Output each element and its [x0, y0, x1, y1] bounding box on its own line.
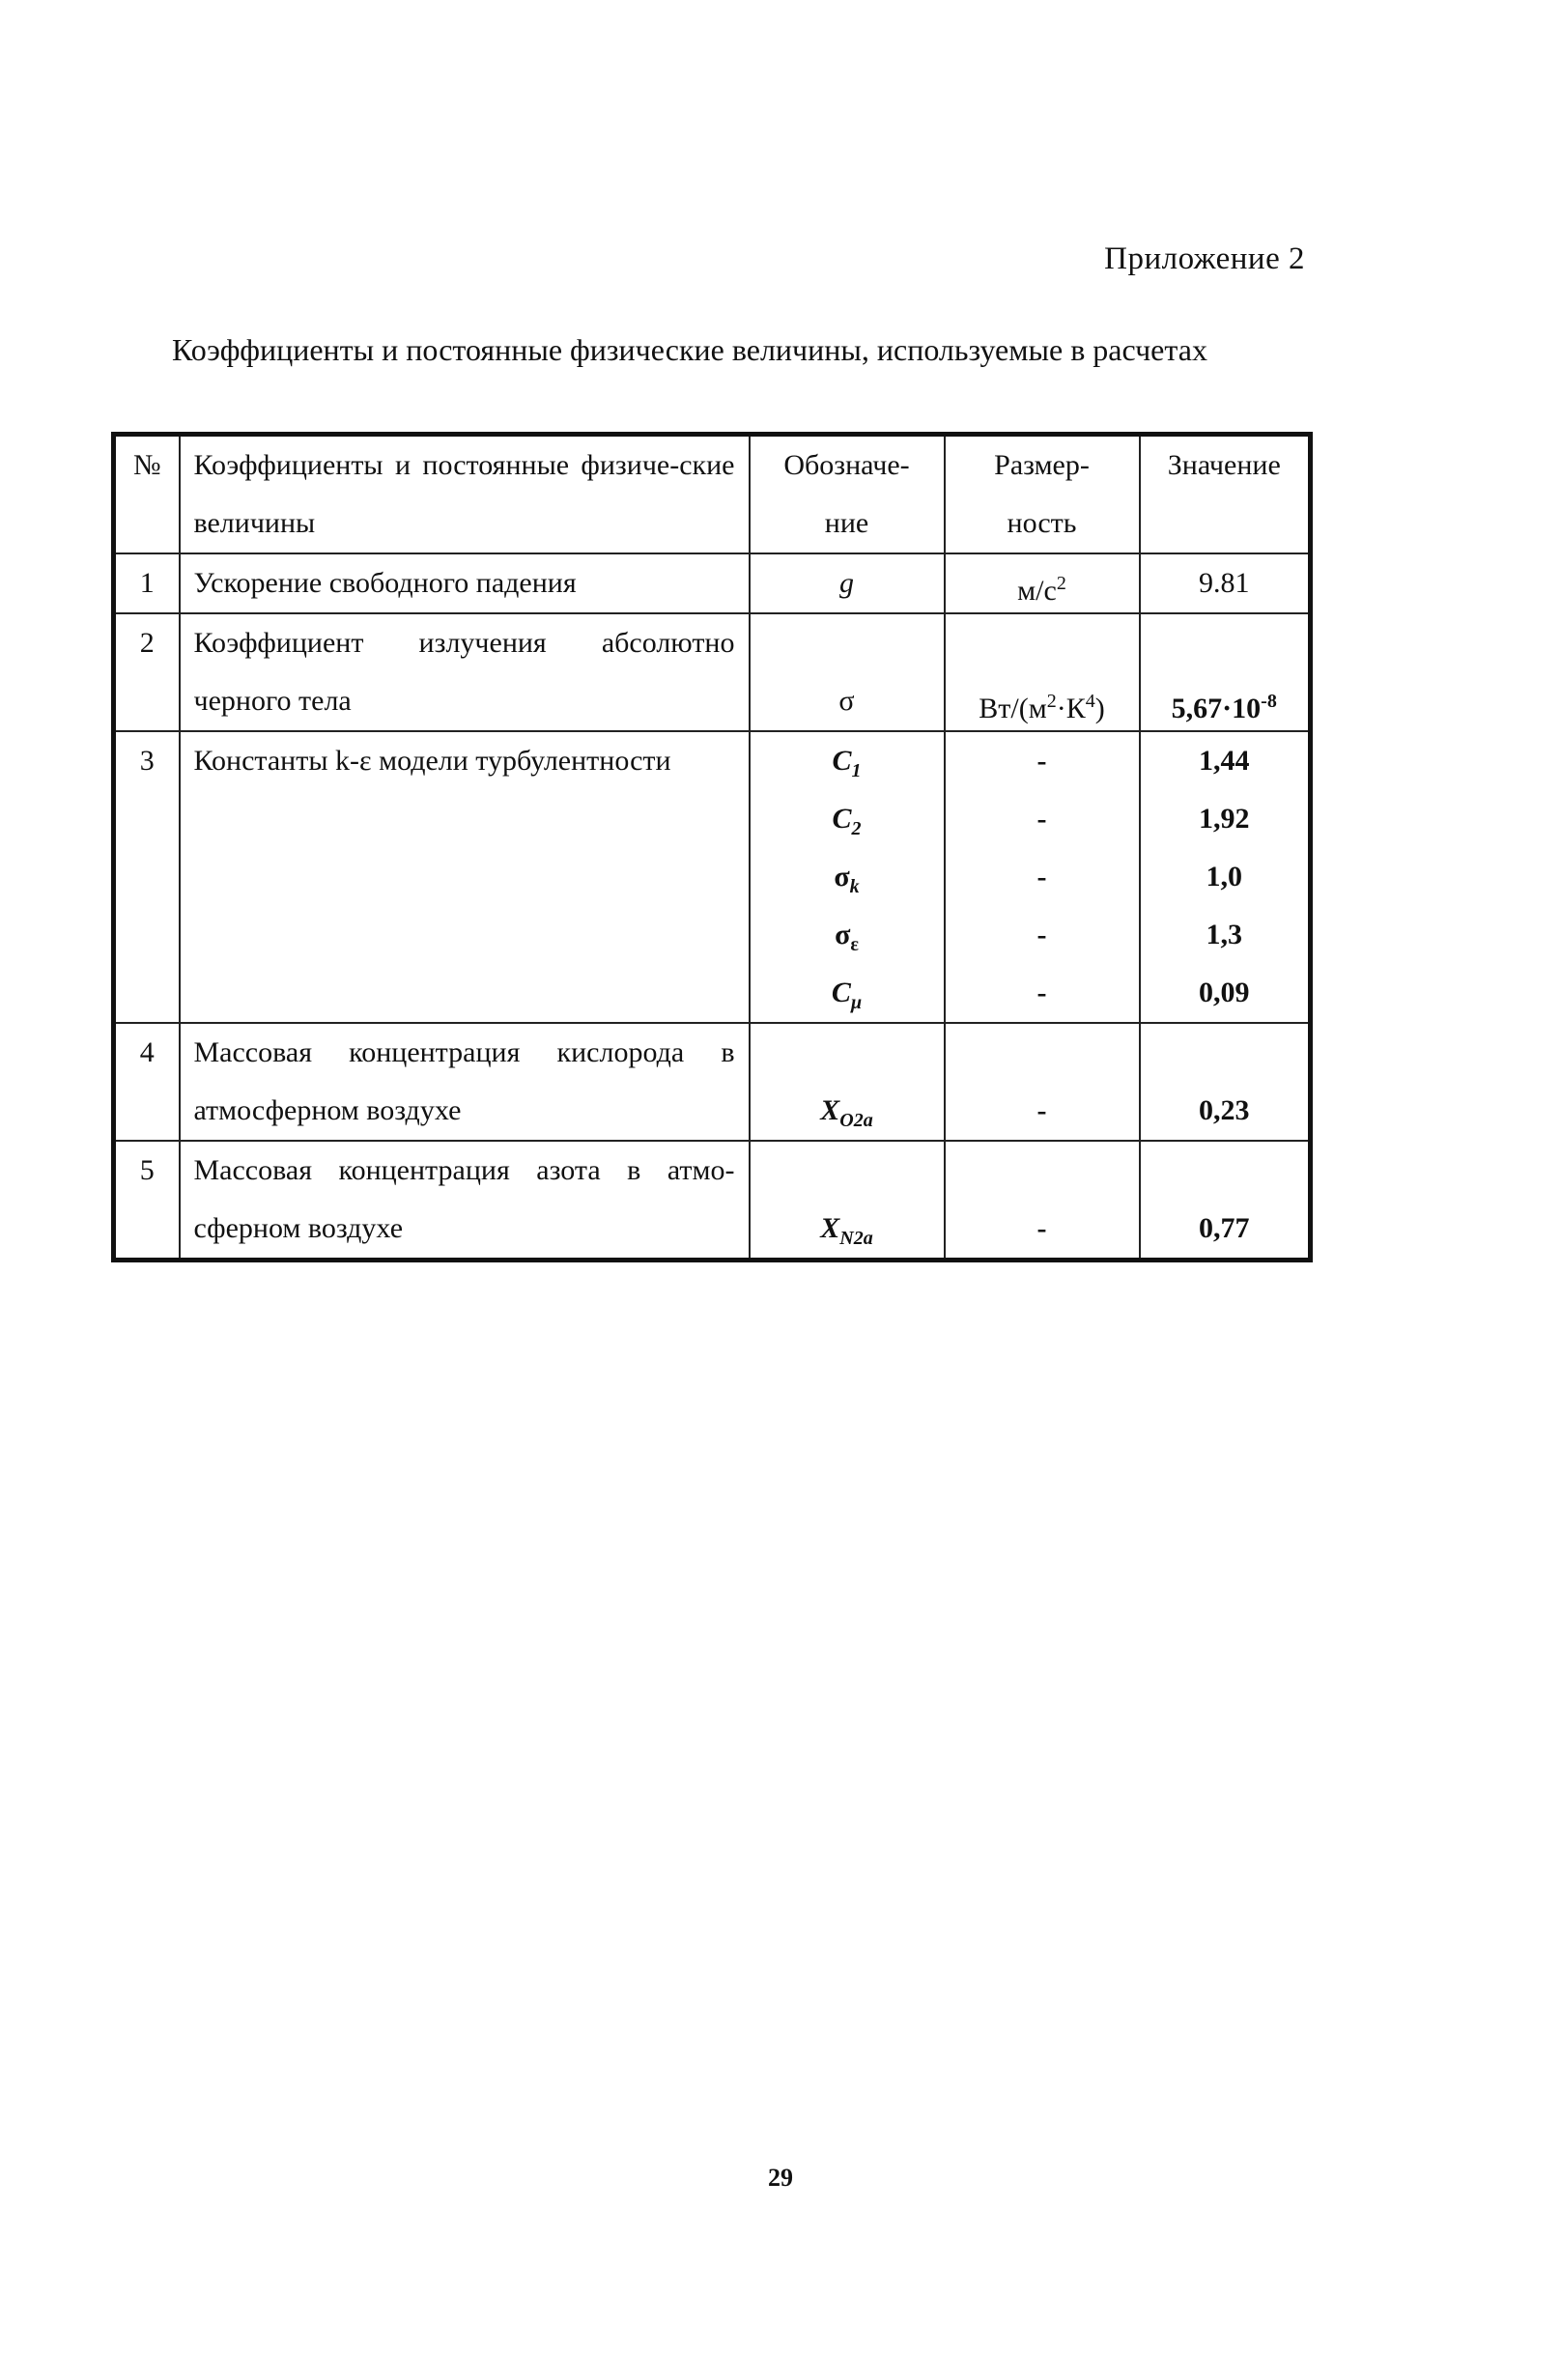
table-row: [114, 731, 1311, 1023]
row-name: Массовая концентрация кислорода в атмосферном воздухе: [193, 1036, 735, 1126]
header-value: Значение: [1167, 449, 1281, 481]
row-dimension: -: [1036, 919, 1047, 950]
header-no: №: [132, 449, 161, 481]
header-symbol-line2: ние: [824, 507, 869, 539]
row-dimension: -: [1036, 1094, 1047, 1126]
row-value: 0,23: [1199, 1094, 1250, 1126]
page-number: 29: [768, 2164, 793, 2192]
row-dimension: -: [1036, 861, 1047, 892]
constants-table: [111, 432, 1313, 1262]
header-symbol-line1: Обозначе-: [783, 449, 910, 481]
row-symbol-sigma-k: $\sigma_k$: [834, 861, 860, 897]
table-row: [114, 1023, 1311, 1141]
row-dimension: -: [1036, 977, 1047, 1008]
row-number: 3: [139, 745, 155, 777]
row-value: 0,09: [1199, 977, 1250, 1008]
row-symbol-c1: $C_1$: [832, 745, 862, 781]
header-name: Коэффициенты и постоянные физиче-ские величины: [193, 449, 735, 539]
appendix-label: Приложение 2: [1104, 241, 1305, 276]
row-symbol: $X_{O2a}$: [820, 1094, 873, 1131]
row-dimension: -: [1036, 1212, 1047, 1244]
row-name: Константы k-ε модели турбулентности: [193, 745, 671, 777]
row-dimension: -: [1036, 803, 1047, 835]
row-number: 2: [139, 627, 155, 659]
row-name: Массовая концентрация азота в атмо-сферном воздухе: [193, 1154, 735, 1244]
row-name: Ускорение свободного падения: [193, 567, 577, 599]
row-number: 1: [139, 567, 155, 599]
table-header-row: [114, 435, 1311, 554]
document-title: Коэффициенты и постоянные физические величины, используемые в расчетах: [172, 332, 1207, 367]
row-symbol: g: [839, 567, 854, 599]
row-symbol: $X_{N2a}$: [820, 1212, 873, 1249]
row-value: 1,44: [1199, 745, 1250, 777]
row-symbol-c-mu: $C_\mu$: [831, 977, 863, 1013]
row-name: Коэффициент излучения абсолютно черного тела: [193, 627, 735, 717]
header-dim-line2: ность: [1007, 507, 1077, 539]
row-dimension: $Вт/(м^2\cdot К^4)$: [979, 691, 1105, 724]
table-row: [114, 553, 1311, 613]
row-value: 9.81: [1199, 567, 1250, 599]
row-symbol: σ: [838, 685, 855, 717]
row-value: 0,77: [1199, 1212, 1250, 1244]
row-dimension: $м/с^2$: [1017, 573, 1066, 607]
table-row: [114, 1141, 1311, 1261]
row-number: 5: [139, 1154, 155, 1186]
row-number: 4: [139, 1036, 155, 1068]
row-value: 1,92: [1199, 803, 1250, 835]
row-value: 1,3: [1206, 919, 1242, 950]
header-dim-line1: Размер-: [994, 449, 1090, 481]
row-dimension: -: [1036, 745, 1047, 777]
table-row: [114, 613, 1311, 731]
row-value: 1,0: [1206, 861, 1242, 892]
row-symbol-c2: $C_2$: [832, 803, 862, 839]
row-value: $5,67\cdot 10^{-8}$: [1171, 691, 1277, 724]
row-symbol-sigma-eps: $\sigma_\varepsilon$: [835, 919, 859, 955]
